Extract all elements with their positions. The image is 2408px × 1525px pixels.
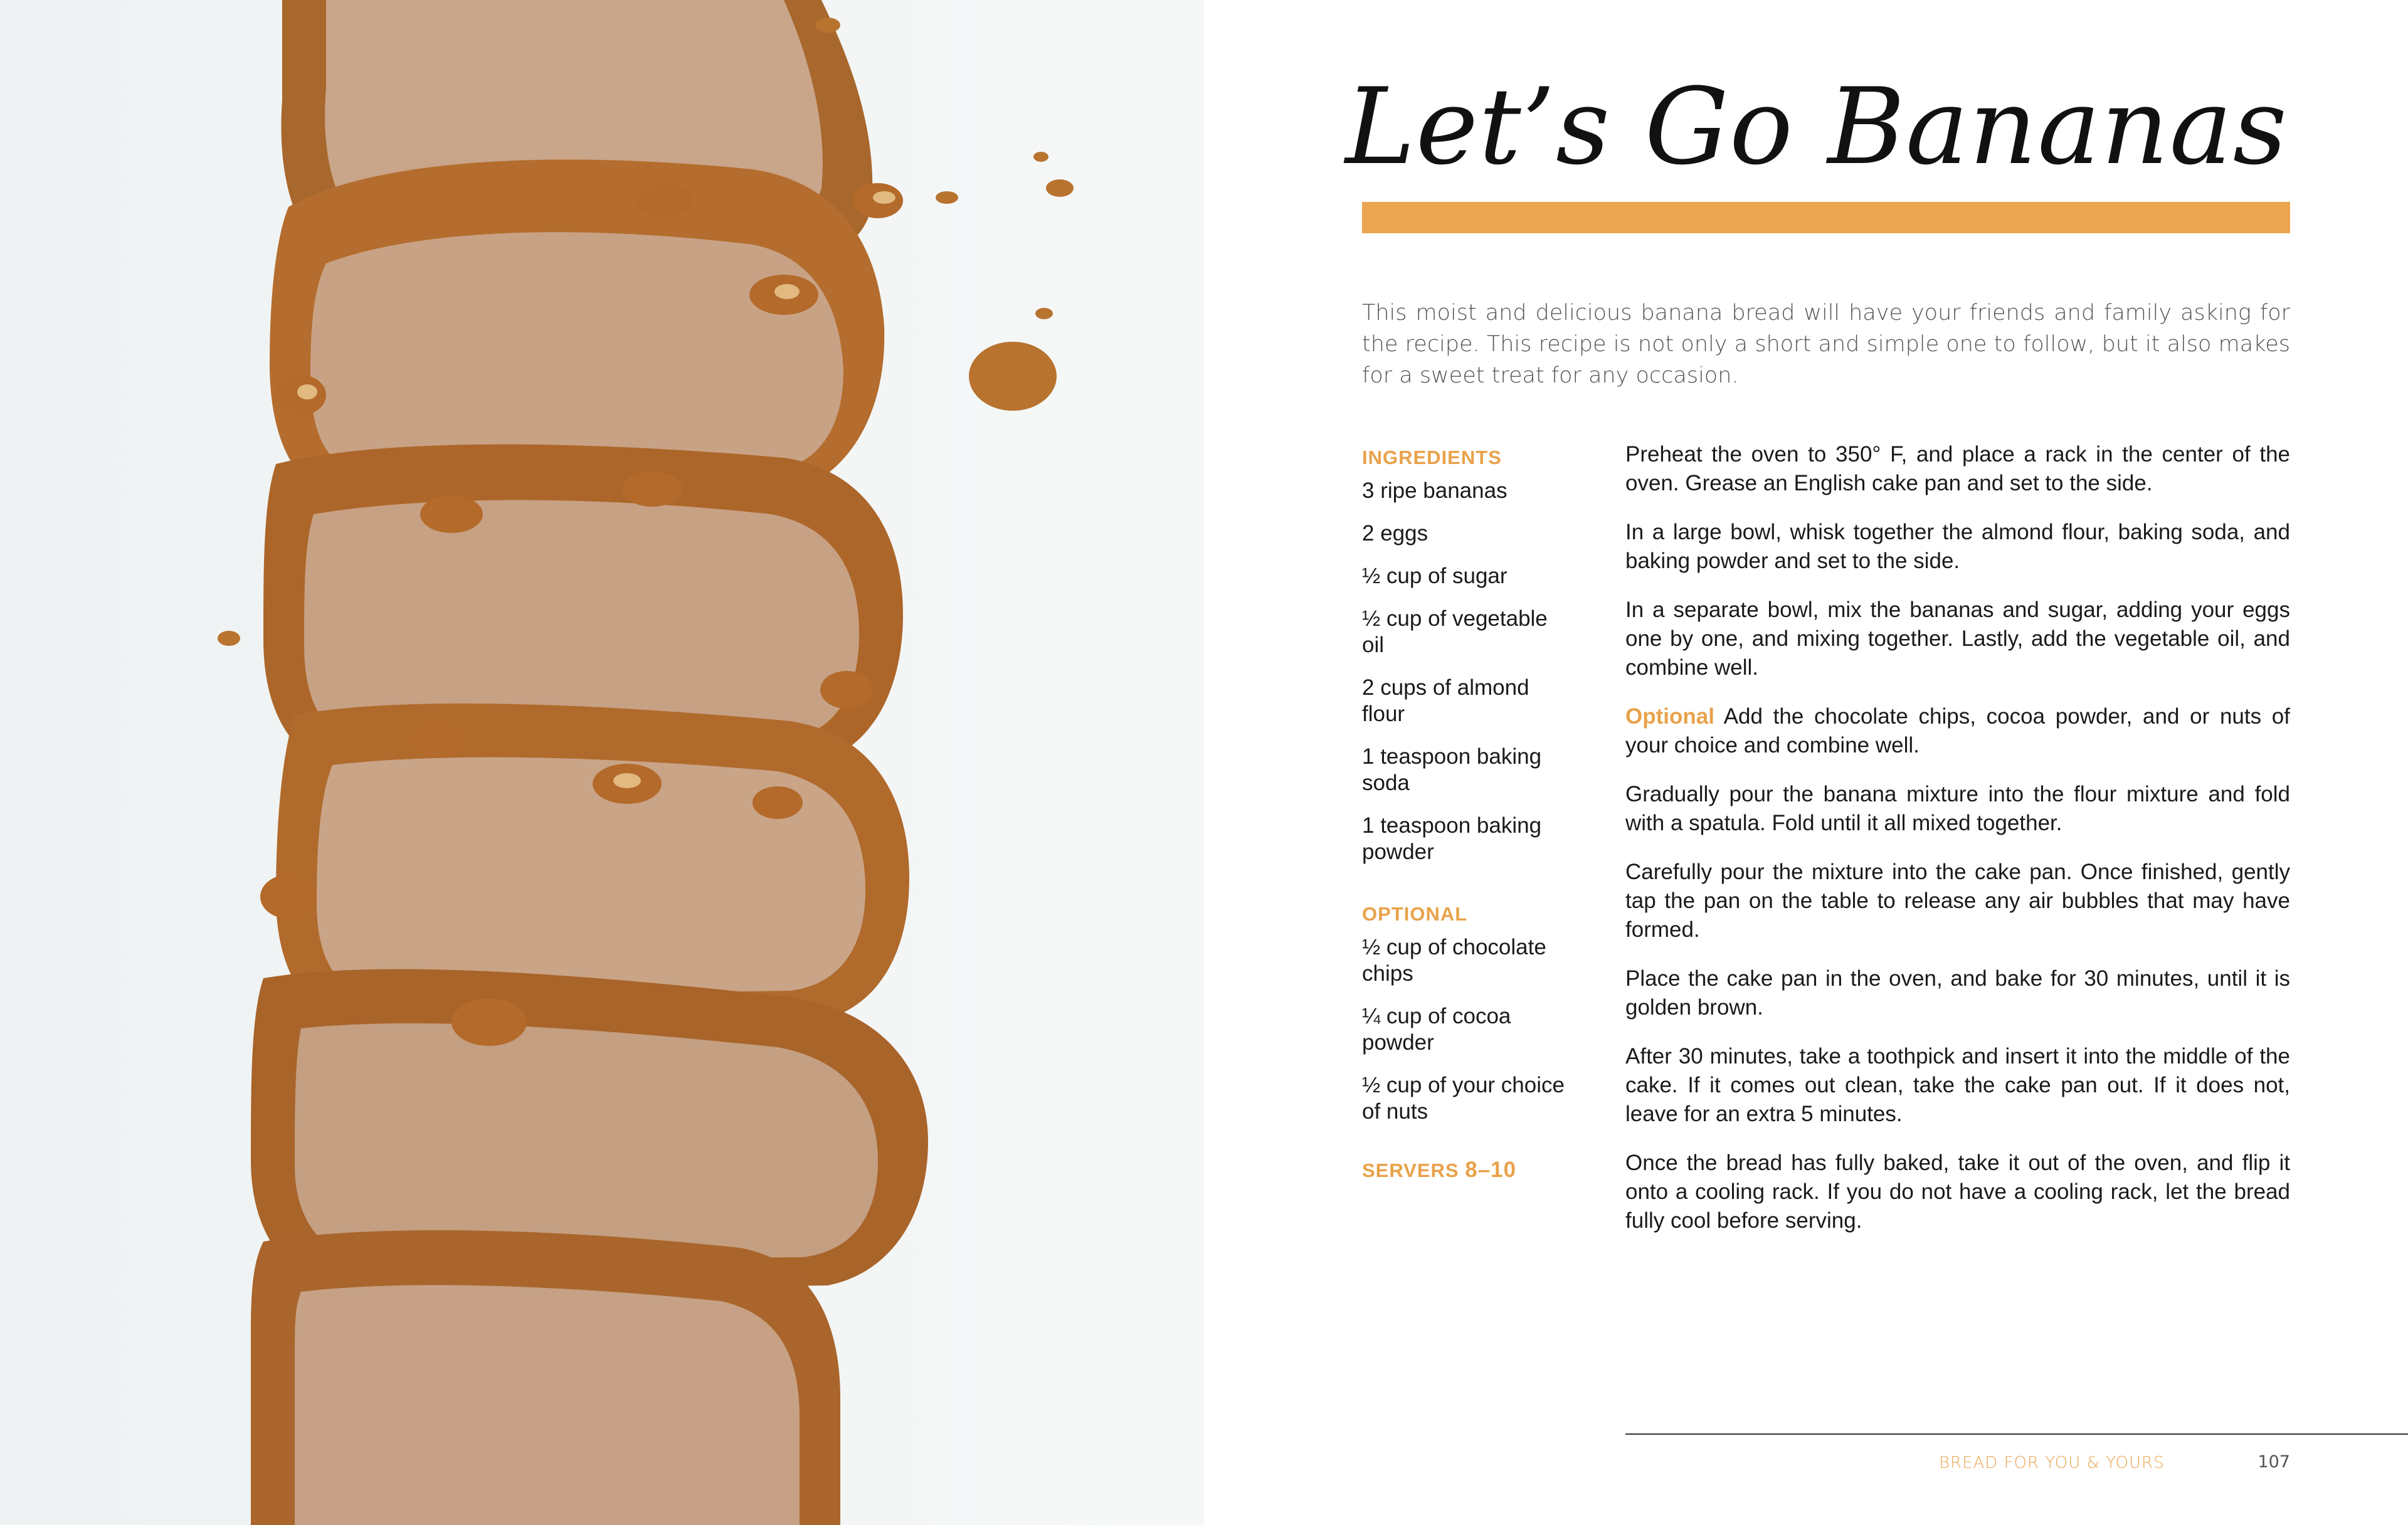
step-text: Place the cake pan in the oven, and bake for 30 minutes, until it is golden brown. (1625, 966, 2290, 1020)
ingredient-item: 1 teaspoon baking powder (1362, 813, 1542, 864)
recipe-intro: This moist and delicious banana bread will have your friends and family asking for the recipe. This recipe is not only a short and simple one to follow, but it also makes for a sweet treat for any occasion. (1362, 300, 2290, 388)
step-text: In a separate bowl, mix the bananas and sugar, adding your eggs one by one, and mixing together. Lastly, add the vegetable oil, and combine well. (1625, 598, 2290, 680)
instruction-step (1625, 780, 2290, 838)
step-text: Gradually pour the banana mixture into the flour mixture and fold with a spatula. Fold until it all mixed together. (1625, 782, 2290, 835)
optional-heading: OPTIONAL (1362, 903, 1468, 925)
instruction-step (1625, 964, 2290, 1022)
optional-ingredients-list (1362, 934, 1575, 1125)
instruction-step (1625, 858, 2290, 944)
instruction-step (1625, 440, 2290, 498)
ingredients-column (1362, 443, 1575, 1183)
instruction-step (1625, 518, 2290, 576)
servings (1362, 1158, 1575, 1183)
step-text: Preheat the oven to 350° F, and place a rack in the center of the oven. Grease an English cake pan and set to the side. (1625, 442, 2290, 495)
footer-rule (1625, 1433, 2408, 1435)
instruction-step (1625, 596, 2290, 682)
recipe-title: Let’s Go Bananas (1345, 65, 2288, 188)
ingredient-item: 3 ripe bananas (1362, 478, 1508, 503)
page-number: 107 (2258, 1452, 2290, 1472)
step-text: In a large bowl, whisk together the almond flour, baking soda, and baking powder and set to the side. (1625, 520, 2290, 573)
step-text: Add the chocolate chips, cocoa powder, and or nuts of your choice and combine well. (1625, 704, 2290, 757)
ingredient-item: ½ cup of vegetable oil (1362, 606, 1548, 657)
title-underline-bar (1362, 202, 2290, 233)
step-text: Once the bread has fully baked, take it out of the oven, and flip it onto a cooling rack. If you do not have a cooling rack, let the bread fully cool before serving. (1625, 1151, 2290, 1233)
step-text: After 30 minutes, take a toothpick and insert it into the middle of the cake. If it comes out clean, take the cake pan out. If it does not, leave for an extra 5 minutes. (1625, 1044, 2290, 1126)
optional-ingredient-item: ¼ cup of cocoa powder (1362, 1004, 1511, 1055)
instruction-step (1625, 1042, 2290, 1129)
ingredients-heading: INGREDIENTS (1362, 446, 1502, 468)
step-text: Carefully pour the mixture into the cake pan. Once finished, gently tap the pan on the table to release any air bubbles that may have formed. (1625, 860, 2290, 942)
ingredient-item: 2 eggs (1362, 521, 1428, 546)
ingredient-item: 2 cups of almond flour (1362, 675, 1529, 726)
instruction-step (1625, 1149, 2290, 1235)
footer-book-title: BREAD FOR YOU & YOURS (1939, 1454, 2165, 1472)
optional-ingredient-item: ½ cup of chocolate chips (1362, 935, 1546, 986)
servings-value: 8–10 (1465, 1158, 1517, 1182)
recipe-page (1204, 0, 2408, 1525)
ingredient-item: ½ cup of sugar (1362, 564, 1508, 588)
servings-label: SERVERS (1362, 1159, 1459, 1181)
optional-tag: Optional (1625, 704, 1714, 729)
ingredient-item: 1 teaspoon baking soda (1362, 744, 1542, 795)
instructions-column (1625, 440, 2290, 1255)
ingredients-list (1362, 478, 1575, 865)
instruction-step (1625, 702, 2290, 760)
optional-ingredient-item: ½ cup of your choice of nuts (1362, 1073, 1565, 1124)
